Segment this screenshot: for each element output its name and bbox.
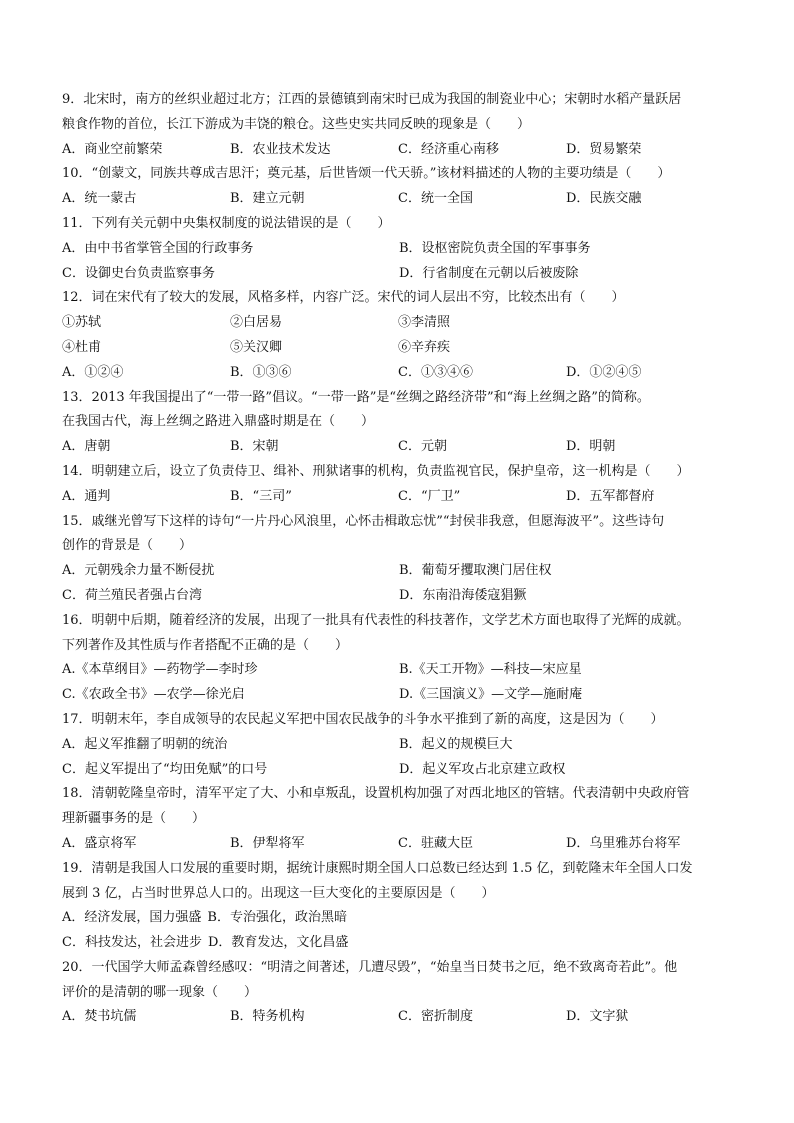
question-17 [62,708,742,782]
option-row [62,138,742,163]
option-a: A．唐朝 [62,439,111,455]
option-a: A．商业空前繁荣 [62,141,163,157]
question-stem: 11．下列有关元朝中央集权制度的说法错误的是（ ） [62,215,391,231]
option-row [62,187,742,212]
option-c: C．荷兰殖民者强占台湾 [62,587,202,603]
option-b: B．葡萄牙攫取澳门居住权 [399,563,552,579]
item-row [62,336,742,361]
option-row [62,584,742,609]
question-stem: 18．清朝乾隆皇帝时，清军平定了大、小和卓叛乱，设置机构加强了对西北地区的管辖。代表清朝中央政府管 [62,786,690,802]
question-15 [62,510,742,609]
question-stem: 创作的背景是（ ） [62,538,193,554]
option-row [62,435,742,460]
option-c: C．密折制度 [398,1009,473,1025]
option-row [62,931,742,956]
option-row [62,683,742,708]
option-d: D．东南沿海倭寇猖獗 [399,587,527,603]
option-row [62,485,742,510]
option-b: B．建立元朝 [230,191,305,207]
question-stem: 17．明朝末年，李自成领导的农民起义军把中国农民战争的斗争水平推到了新的高度，这是因为（ ） [62,711,664,727]
question-stem: 14．明朝建立后，设立了负责侍卫、缉补、刑狱诸事的机构，负责监视官民，保护皇帝，这一机构是（ ） [62,463,690,479]
option-a: A．通判 [62,488,111,504]
option-d: D．起义军攻占北京建立政权 [399,761,566,777]
option-d: D．民族交融 [566,191,642,207]
question-11 [62,212,742,286]
question-stem: 20．一代国学大师孟森曾经感叹：“明清之间著述，几遭尽毁”，“始皇当日焚书之厄，绝不致离奇若此”。他 [62,959,678,975]
option-row [62,832,742,857]
question-stem: 理新疆事务的是（ ） [62,811,206,827]
option-row [62,1005,742,1030]
option-c: C．统一全国 [398,191,473,207]
question-stem: 16．明朝中后期，随着经济的发展，出现了一批具有代表性的科技著作，文学艺术方面也取得了光辉的成就。 [62,612,690,628]
item-row [62,311,742,336]
option-d: D．贸易繁荣 [566,141,642,157]
question-stem: 评价的是清朝的哪一现象（ ） [62,984,258,1000]
question-stem: 19．清朝是我国人口发展的重要时期，据统计康熙时期全国人口总数已经达到 1.5 亿，到乾隆末年全国人口发 [62,860,693,876]
option-row [62,559,742,584]
question-stem: 展到 3 亿，占当时世界总人口的。出现这一巨大变化的主要原因是（ ） [62,885,495,901]
option-row [62,262,742,287]
option-a: A．盛京将军 [62,835,137,851]
option-a: A．①②④ [62,364,124,380]
option-a: A．统一蒙古 [62,191,137,207]
option-a: A．由中书省掌管全国的行政事务 [62,240,254,256]
option-d: D．行省制度在元朝以后被废除 [399,265,579,281]
item-6: ⑥辛弃疾 [398,339,451,355]
option-c: C．①③④⑥ [398,364,473,380]
option-row [62,758,742,783]
option-c: C．起义军提出了“均田免赋”的口号 [62,761,268,777]
option-a: A．焚书坑儒 [62,1009,137,1025]
option-b: B．起义的规模巨大 [399,736,513,752]
option-a: A．起义军推翻了明朝的统治 [62,736,228,752]
option-a: A．经济发展，国力强盛 [62,910,202,926]
option-d: D．教育发达，文化昌盛 [207,935,349,951]
item-2: ②白居易 [230,315,283,331]
item-1: ①苏轼 [62,315,102,331]
option-c: C．设御史台负责监察事务 [62,265,215,281]
question-list [62,88,742,1030]
option-a: A.《本草纲目》—药物学—李时珍 [62,662,258,678]
option-b: B．①③⑥ [230,364,292,380]
option-d: D．①②④⑤ [566,364,642,380]
option-row [62,658,742,683]
question-14 [62,460,742,510]
item-3: ③李清照 [398,315,451,331]
option-c: C．科技发达，社会进步 [62,935,202,951]
question-20 [62,956,742,1030]
option-c: C．元朝 [398,439,447,455]
option-d: D．明朝 [566,439,616,455]
option-b: B．“三司” [230,488,292,504]
option-row [62,361,742,386]
option-c: C．经济重心南移 [398,141,499,157]
question-stem: 9．北宋时，南方的丝织业超过北方；江西的景德镇到南宋时已成为我国的制瓷业中心；宋朝时水稻产量跃居 [62,92,682,107]
option-c: C.《农政全书》—农学—徐光启 [62,687,245,703]
question-16 [62,609,742,708]
option-b: B．宋朝 [230,439,279,455]
option-d: D.《三国演义》—文学—施耐庵 [399,687,583,703]
option-row [62,733,742,758]
option-c: C．驻藏大臣 [398,835,473,851]
option-d: D．乌里雅苏台将军 [566,835,681,851]
option-d: D．五军都督府 [566,488,655,504]
option-c: C．“厂卫” [398,488,461,504]
option-b: B．伊犁将军 [230,835,305,851]
question-stem: 13．2013 年我国提出了“一带一路”倡议。“一带一路”是“丝绸之路经济带”和“海上丝绸之路”的简称。 [62,389,650,405]
question-stem: 15．戚继光曾写下这样的诗句“一片丹心风浪里，心怀击楫敢忘忧”“封侯非我意，但愿海波平”。这些诗句 [62,513,665,529]
option-b: B．设枢密院负责全国的军事事务 [399,240,591,256]
item-5: ⑤关汉卿 [230,339,283,355]
question-stem: 下列著作及其性质与作者搭配不正确的是（ ） [62,637,349,653]
question-stem: 10．“创蒙文，同族共尊成吉思汗；奠元基，后世皆颂一代天骄。”该材料描述的人物的主要功绩是（ ） [62,166,671,182]
option-d: D．文字狱 [566,1009,629,1025]
question-stem: 在我国古代，海上丝绸之路进入鼎盛时期是在（ ） [62,414,375,430]
option-b: B.《天工开物》—科技—宋应星 [399,662,582,678]
option-row [62,237,742,262]
question-18 [62,782,742,856]
question-12 [62,286,742,385]
option-b: B．特务机构 [230,1009,305,1025]
option-row [62,906,742,931]
question-10 [62,162,742,212]
item-4: ④杜甫 [62,339,102,355]
question-stem: 12．词在宋代有了较大的发展，风格多样，内容广泛。宋代的词人层出不穷，比较杰出有（ ） [62,290,625,306]
question-13 [62,386,742,460]
option-b: B．农业技术发达 [230,141,331,157]
question-stem: 粮食作物的首位，长江下游成为丰饶的粮仓。这些史实共同反映的现象是（ ） [62,116,531,132]
option-b: B．专治强化，政治黑暗 [207,910,347,926]
question-19 [62,857,742,956]
question-9 [62,88,742,162]
option-a: A．元朝残余力量不断侵扰 [62,563,215,579]
